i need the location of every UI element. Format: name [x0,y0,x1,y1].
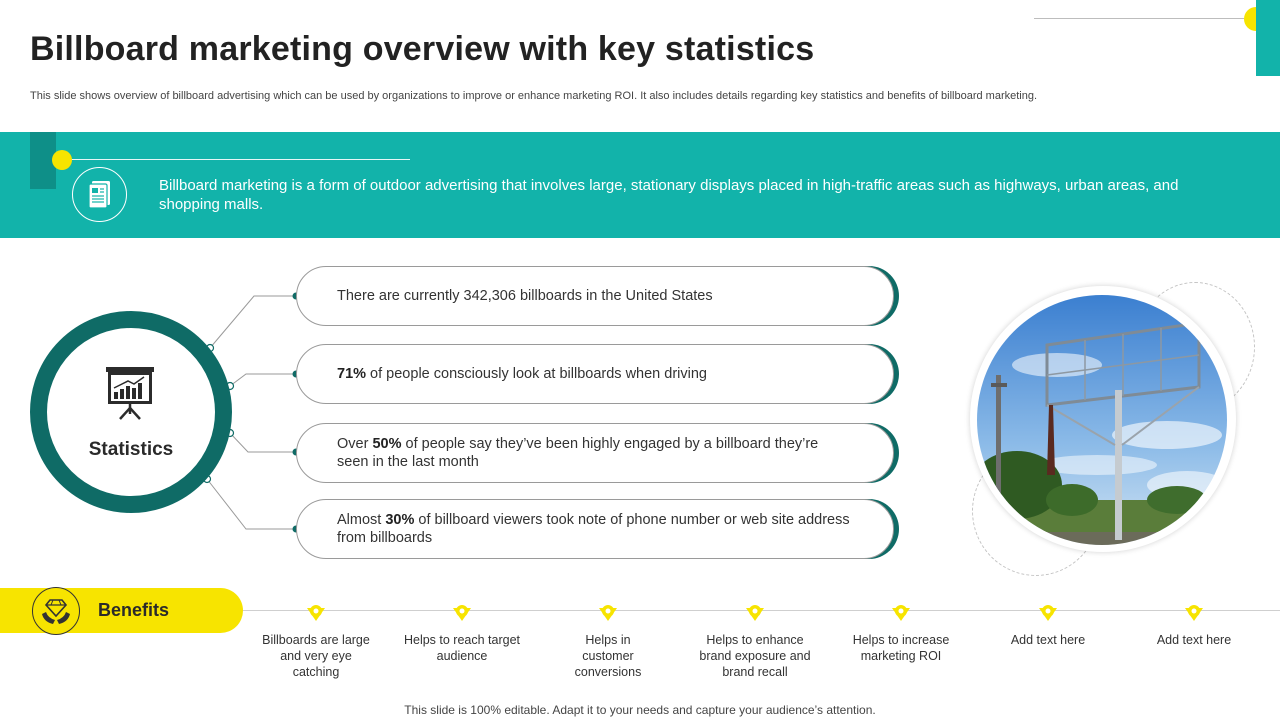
statistic-item [296,423,894,483]
decorative-top-bar [1256,0,1280,76]
benefit-item [695,604,815,680]
pin-marker-icon [306,604,326,624]
benefit-item [1134,604,1254,648]
benefit-text: Helps to increase marketing ROI [852,633,950,663]
footer-note: This slide is 100% editable. Adapt it to your needs and capture your audience’s attention. [404,703,876,717]
statistics-label: Statistics [88,439,174,460]
billboard-photo [977,295,1227,545]
statistic-text: Almost 30% of billboard viewers took note of phone number or web site address from billboards [337,512,850,546]
banner-accent-dot [52,150,72,170]
pin-marker-icon [891,604,911,624]
benefits-label: Benefits [98,600,170,620]
benefit-item [256,604,376,680]
document-icon [72,167,127,222]
benefit-text: Add text here [1010,633,1086,647]
benefit-item [402,604,522,664]
benefit-item [988,604,1108,648]
banner-definition-text: Billboard marketing is a form of outdoor advertising that involves large, stationary displays placed in high-traffic areas such as highways, urban areas, and shopping malls. [159,177,1179,213]
slide-subtitle: This slide shows overview of billboard advertising which can be used by organizations to improve or enhance marketing ROI. It also includes details regarding key statistics and benefits of billboard marketing. [30,90,1038,102]
presentation-chart-icon [102,364,158,422]
statistic-text: There are currently 342,306 billboards in the United States [337,288,713,304]
statistic-item [296,344,894,404]
pin-marker-icon [1038,604,1058,624]
pin-marker-icon [598,604,618,624]
benefit-text: Helps to reach target audience [403,633,521,663]
statistic-text: 71% of people consciously look at billboards when driving [337,366,707,382]
benefit-text: Billboards are large and very eye catching [262,633,370,679]
decorative-top-line [1034,18,1244,19]
slide-title: Billboard marketing overview with key statistics [30,30,815,68]
pin-marker-icon [452,604,472,624]
statistic-text: Over 50% of people say they’ve been highly engaged by a billboard they’re seen in the last month [337,436,819,470]
statistic-item [296,499,894,559]
pin-marker-icon [1184,604,1204,624]
benefit-text: Helps to enhance brand exposure and brand recall [699,633,811,679]
benefit-item [841,604,961,664]
benefit-item [548,604,668,680]
hands-diamond-icon [32,587,80,635]
pin-marker-icon [745,604,765,624]
statistic-item [296,266,894,326]
banner-accent-line [62,159,410,160]
benefit-text: Add text here [1156,633,1232,647]
benefit-text: Helps in customer conversions [574,633,642,679]
